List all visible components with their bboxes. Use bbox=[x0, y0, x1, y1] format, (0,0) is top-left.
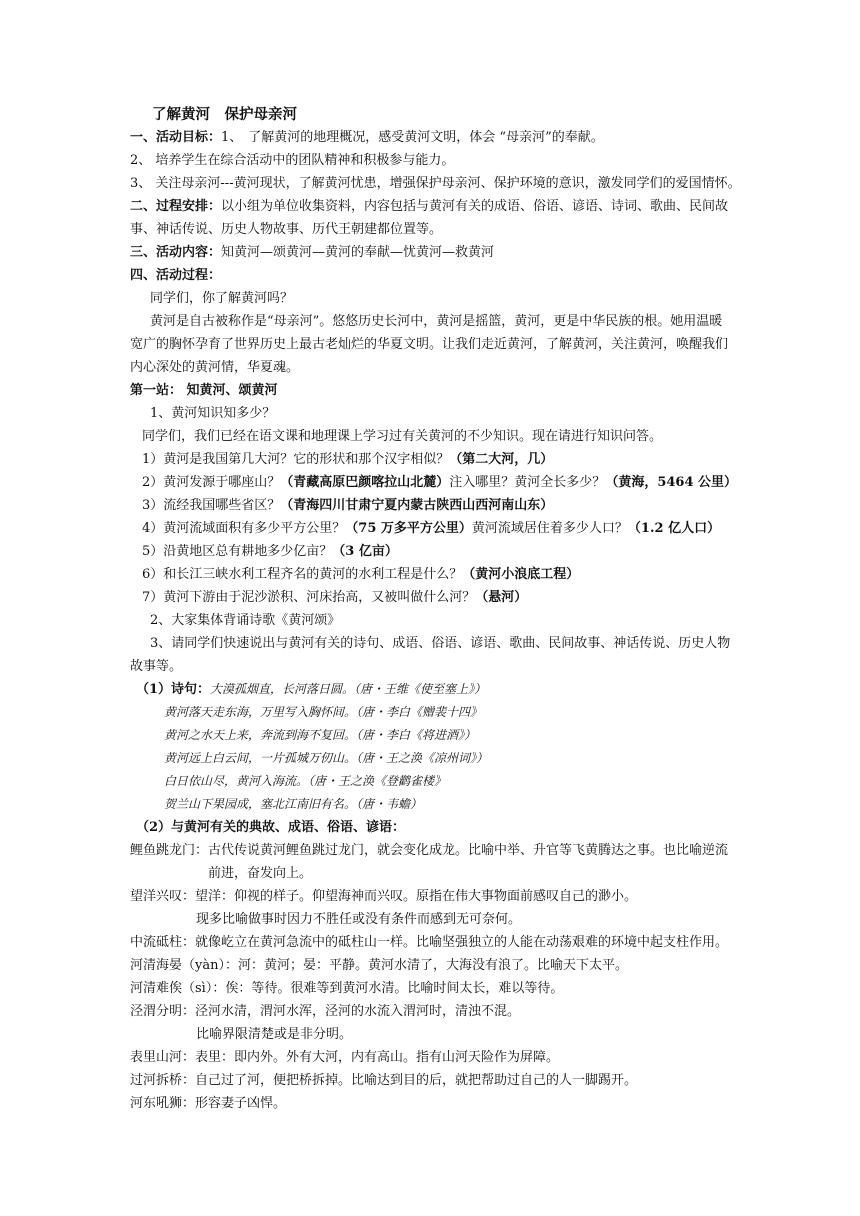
goal-line-2: 2、 培养学生在综合活动中的团队精神和积极参与能力。 bbox=[130, 153, 455, 168]
idiom-line: 泾渭分明：泾河水清，渭河水浑，泾河的水流入渭河时，清浊不混。 bbox=[130, 1004, 521, 1019]
section-heading: 一、活动目标： bbox=[130, 130, 222, 145]
quiz-answer: （青海四川甘肃宁夏内蒙古陕西山西河南山东） bbox=[280, 498, 554, 513]
poem-heading: （1）诗句： bbox=[136, 682, 211, 697]
paragraph-line: 内心深处的黄河情，华夏魂。 bbox=[130, 360, 300, 375]
quiz-question: 5）沿黄地区总有耕地多少亿亩？ bbox=[142, 544, 333, 559]
doc-title: 了解黄河 保护母亲河 bbox=[152, 106, 297, 123]
quiz-question: 7）黄河下游由于泥沙淤积、河床抬高，又被叫做什么河？ bbox=[142, 590, 476, 605]
paragraph-line: 黄河是自古被称作是“母亲河”。悠悠历史长河中，黄河是摇篮，黄河，更是中华民族的根。她用温暖 bbox=[150, 314, 723, 329]
section-heading: 二、过程安排： bbox=[130, 199, 222, 214]
idiom-line: 河清难俟（sì）：俟：等待。很难等到黄河水清。比喻时间太长，难以等待。 bbox=[130, 981, 564, 996]
quiz-item bbox=[142, 589, 527, 606]
quiz-item bbox=[142, 543, 398, 560]
quiz-question: 4）黄河流域面积有多少平方公里？ bbox=[142, 521, 346, 536]
quiz-item bbox=[142, 451, 553, 468]
poem-text: 大漠孤烟直，长河落日圆。（唐・王维《使至塞上》） bbox=[210, 682, 487, 696]
idiom-line: 河清海晏（yàn）：河：黄河；晏：平静。黄河水清了，大海没有浪了。比喻天下太平。 bbox=[130, 958, 628, 973]
goal-number: 1、 bbox=[221, 130, 243, 145]
idiom-line: 中流砥柱：就像屹立在黄河急流中的砥柱山一样。比喻坚强独立的人能在动荡艰难的环境中起支柱作用。 bbox=[130, 935, 729, 950]
quiz-answer: （第二大河，几） bbox=[449, 452, 554, 467]
poem-line: 贺兰山下果园成，塞北江南旧有名。（唐・韦蟾） bbox=[164, 797, 423, 811]
paragraph-line: 宽广的胸怀孕育了世界历史上最古老灿烂的华夏文明。让我们走近黄河，了解黄河，关注黄河，唤醒我们 bbox=[130, 337, 729, 352]
idiom-line: 望洋兴叹：望洋：仰视的样子。仰望海神而兴叹。原指在伟大事物面前感叹自己的渺小。 bbox=[130, 889, 638, 904]
goal-line-3: 3、 关注母亲河---黄河现状，了解黄河忧患，增强保护母亲河、保护环境的意识，激发同学们的爱国情怀。 bbox=[130, 176, 741, 191]
quiz-question: 注入哪里？黄河全长多少？ bbox=[449, 475, 606, 490]
goal-text: 了解黄河的地理概况，感受黄河文明，体会 “母亲河”的奉献。 bbox=[248, 130, 604, 145]
paragraph-text: 以小组为单位收集资料，内容包括与黄河有关的成语、俗语、谚语、诗词、歌曲、民间故 bbox=[221, 199, 729, 214]
idiom-line: 过河拆桥：自己过了河，便把桥拆掉。比喻达到目的后，就把帮助过自己的人一脚踢开。 bbox=[130, 1073, 638, 1088]
idiom-line: 鲤鱼跳龙门：古代传说黄河鲤鱼跳过龙门，就会变化成龙。比喻中举、升官等飞黄腾达之事。也比喻逆流 bbox=[130, 843, 729, 858]
knowledge-intro: 同学们，我们已经在语文课和地理课上学习过有关黄河的不少知识。现在请进行知识问答。 bbox=[142, 429, 663, 444]
quiz-answer: （1.2 亿人口） bbox=[627, 521, 721, 536]
paragraph-line: 故事等。 bbox=[130, 659, 183, 674]
quiz-question: 黄河流域居住着多少人口？ bbox=[471, 521, 628, 536]
quiz-item bbox=[142, 520, 720, 537]
poem-line: 白日依山尽，黄河入海流。（唐・王之涣《登鹳雀楼》 bbox=[164, 774, 447, 788]
goal-line-1 bbox=[130, 129, 604, 146]
quiz-item bbox=[142, 497, 553, 514]
recite-line: 2、大家集体背诵诗歌《黄河颂》 bbox=[150, 613, 341, 628]
arrangement-line-1 bbox=[130, 198, 728, 215]
section-heading: 四、活动过程： bbox=[130, 268, 222, 283]
quiz-answer: （黄河小浪底工程） bbox=[462, 567, 580, 582]
station-heading: 第一站： 知黄河、颂黄河 bbox=[130, 383, 278, 398]
content-line bbox=[130, 244, 494, 261]
quiz-question: 6）和长江三峡水利工程齐名的黄河的水利工程是什么？ bbox=[142, 567, 463, 582]
idiom-line: 现多比喻做事时因力不胜任或没有条件而感到无可奈何。 bbox=[196, 912, 522, 927]
idiom-line: 前进，奋发向上。 bbox=[208, 866, 313, 881]
paragraph-text: 知黄河—颂黄河—黄河的奉献—忧黄河—救黄河 bbox=[221, 245, 495, 260]
quiz-question: 1）黄河是我国第几大河？它的形状和那个汉字相似？ bbox=[142, 452, 450, 467]
quiz-answer: （3 亿亩） bbox=[332, 544, 398, 559]
knowledge-title: 1、黄河知识知多少？ bbox=[150, 406, 276, 421]
quiz-item bbox=[142, 474, 737, 491]
quiz-answer: （75 万多平方公里） bbox=[345, 521, 472, 536]
poem-line: 黄河之水天上来，奔流到海不复回。（唐・李白《将进酒》） bbox=[164, 728, 477, 742]
idiom-line: 河东吼狮：形容妻子凶悍。 bbox=[130, 1096, 287, 1111]
quiz-answer: （黄海，5464 公里） bbox=[605, 475, 738, 490]
paragraph-line: 同学们，你了解黄河吗？ bbox=[150, 291, 294, 306]
quiz-question: 3）流经我国哪些省区？ bbox=[142, 498, 281, 513]
poem-line: 黄河落天走东海，万里写入胸怀间。（唐・李白《赠裴十四》 bbox=[164, 705, 483, 719]
quiz-question: 2）黄河发源于哪座山？ bbox=[142, 475, 281, 490]
idiom-line: 表里山河：表里：即内外。外有大河，内有高山。指有山河天险作为屏障。 bbox=[130, 1050, 560, 1065]
quiz-answer: （悬河） bbox=[475, 590, 528, 605]
poem-line: 黄河远上白云间，一片孤城万仞山。（唐・王之涣《凉州词》） bbox=[164, 751, 489, 765]
idiom-heading: （2）与黄河有关的典故、成语、俗语、谚语： bbox=[136, 820, 406, 835]
quiz-item bbox=[142, 566, 579, 583]
idiom-line: 比喻界限清楚或是非分明。 bbox=[196, 1027, 353, 1042]
poem-line bbox=[136, 681, 486, 698]
section-heading: 三、活动内容： bbox=[130, 245, 222, 260]
arrangement-line-2: 事、神话传说、历史人物故事、历代王朝建都位置等。 bbox=[130, 222, 443, 237]
paragraph-line: 3、请同学们快速说出与黄河有关的诗句、成语、俗语、谚语、歌曲、民间故事、神话传说、历史人物 bbox=[150, 636, 731, 651]
quiz-answer: （青藏高原巴颜喀拉山北麓） bbox=[280, 475, 450, 490]
